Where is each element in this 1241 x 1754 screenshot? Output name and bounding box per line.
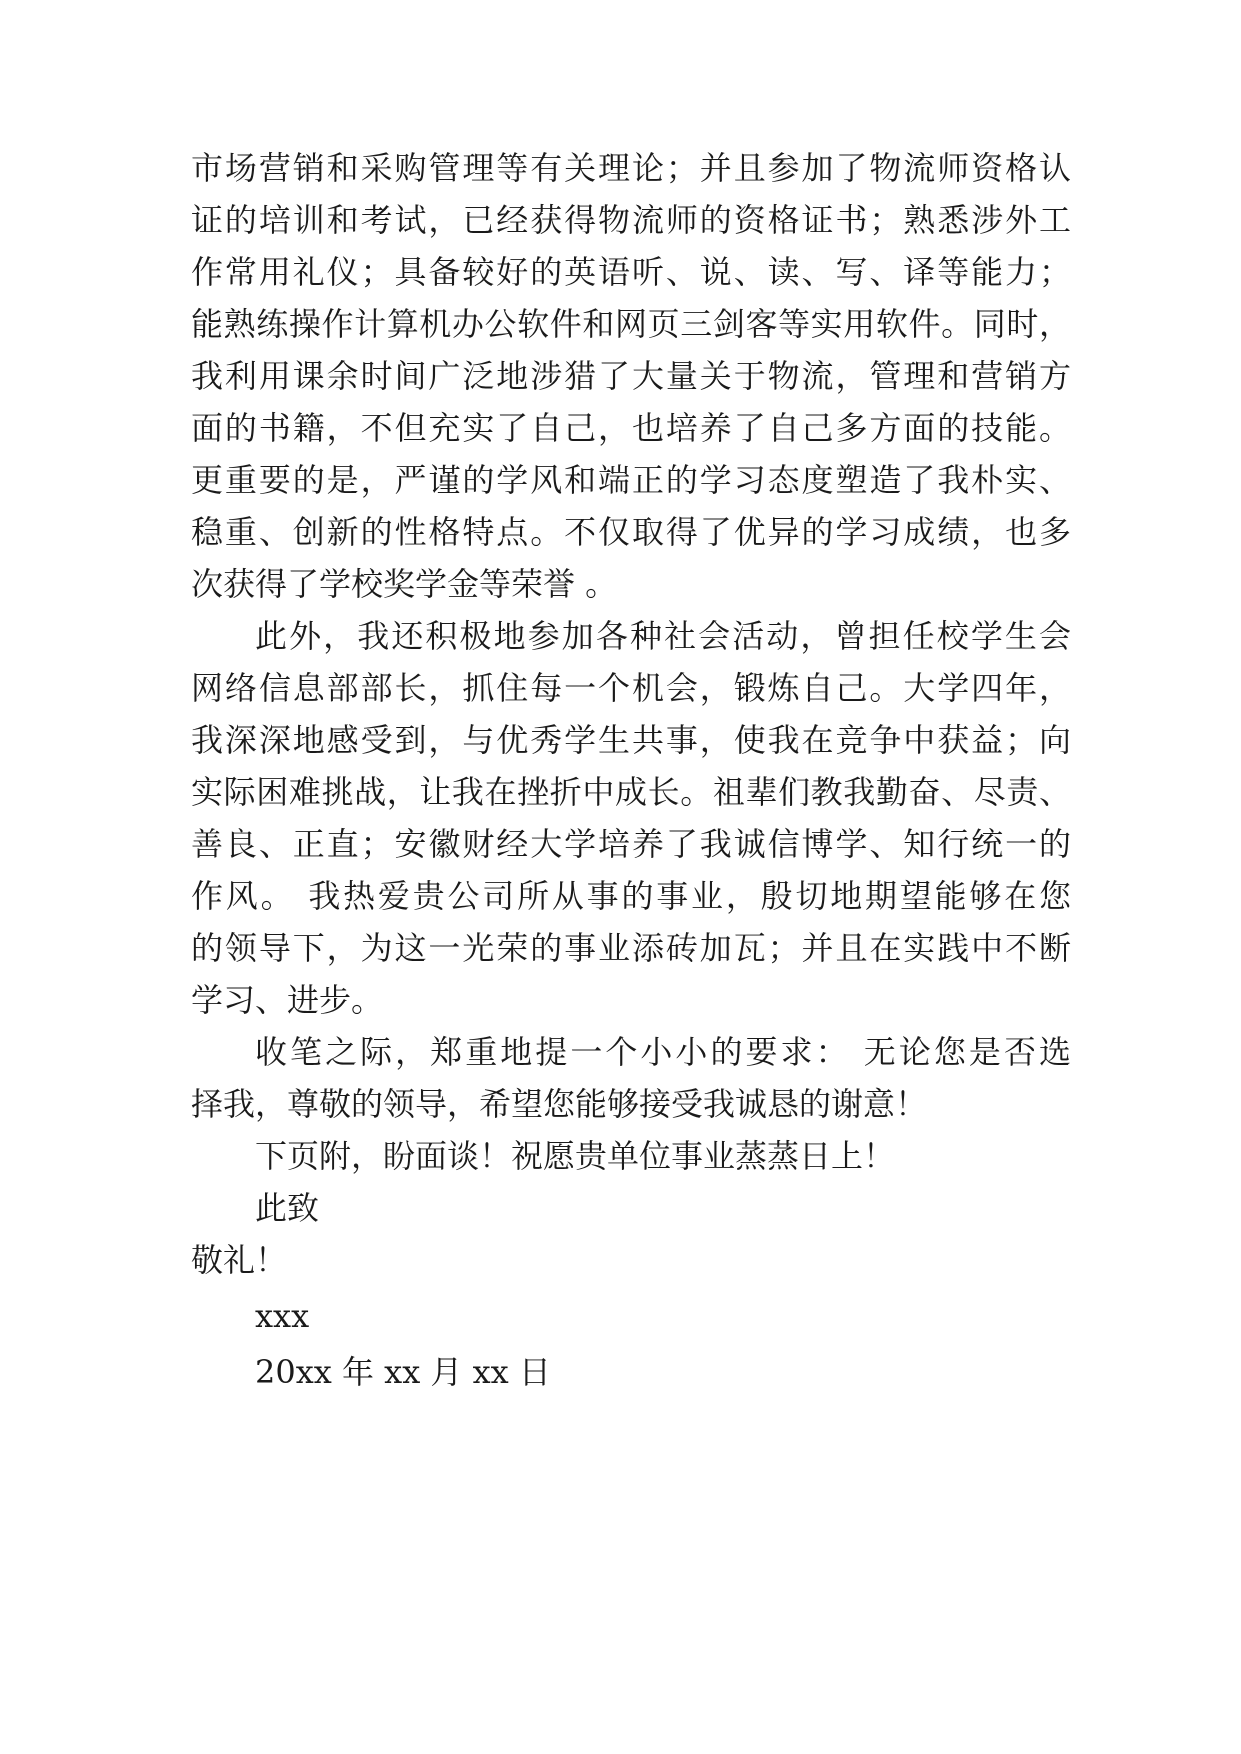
- paragraph-1-line: 能熟练操作计算机办公软件和网页三剑客等实用软件。同时，: [191, 305, 1071, 343]
- paragraph-1-line: 我利用课余时间广泛地涉猎了大量关于物流，管理和营销方: [191, 357, 1071, 395]
- signature: xxx: [255, 1297, 310, 1335]
- paragraph-2-line: 实际困难挑战，让我在挫折中成长。祖辈们教我勤奋、尽责、: [191, 773, 1071, 811]
- paragraph-2-line: 学习、进步。: [191, 981, 384, 1019]
- salutation-cizhi: 此致: [255, 1189, 320, 1227]
- date: 20xx 年 xx 月 xx 日: [255, 1353, 551, 1391]
- paragraph-1-line: 面的书籍，不但充实了自己，也培养了自己多方面的技能。: [191, 409, 1071, 447]
- paragraph-1-line: 作常用礼仪；具备较好的英语听、说、读、写、译等能力；: [191, 253, 1071, 291]
- paragraph-3-line: 收笔之际，郑重地提一个小小的要求： 无论您是否选: [255, 1033, 1071, 1071]
- paragraph-2-line: 作风。 我热爱贵公司所从事的事业，殷切地期望能够在您: [191, 877, 1071, 915]
- paragraph-1-line: 证的培训和考试，已经获得物流师的资格证书；熟悉涉外工: [191, 201, 1071, 239]
- paragraph-2-line: 的领导下，为这一光荣的事业添砖加瓦；并且在实践中不断: [191, 929, 1071, 967]
- paragraph-1-line: 市场营销和采购管理等有关理论；并且参加了物流师资格认: [191, 149, 1071, 187]
- paragraph-2-line: 善良、正直；安徽财经大学培养了我诚信博学、知行统一的: [191, 825, 1071, 863]
- paragraph-3-line: 择我，尊敬的领导，希望您能够接受我诚恳的谢意！: [191, 1085, 928, 1123]
- paragraph-1-line: 稳重、创新的性格特点。不仅取得了优异的学习成绩，也多: [191, 513, 1071, 551]
- paragraph-2-line: 此外，我还积极地参加各种社会活动，曾担任校学生会: [255, 617, 1071, 655]
- paragraph-2-line: 网络信息部部长，抓住每一个机会，锻炼自己。大学四年，: [191, 669, 1071, 707]
- paragraph-2-line: 我深深地感受到，与优秀学生共事，使我在竞争中获益；向: [191, 721, 1071, 759]
- paragraph-1-line: 次获得了学校奖学金等荣誉 。: [191, 565, 618, 603]
- paragraph-1-line: 更重要的是，严谨的学风和端正的学习态度塑造了我朴实、: [191, 461, 1071, 499]
- salutation-jingli: 敬礼！: [191, 1241, 288, 1279]
- closing-wish: 下页附，盼面谈！祝愿贵单位事业蒸蒸日上！: [255, 1137, 896, 1175]
